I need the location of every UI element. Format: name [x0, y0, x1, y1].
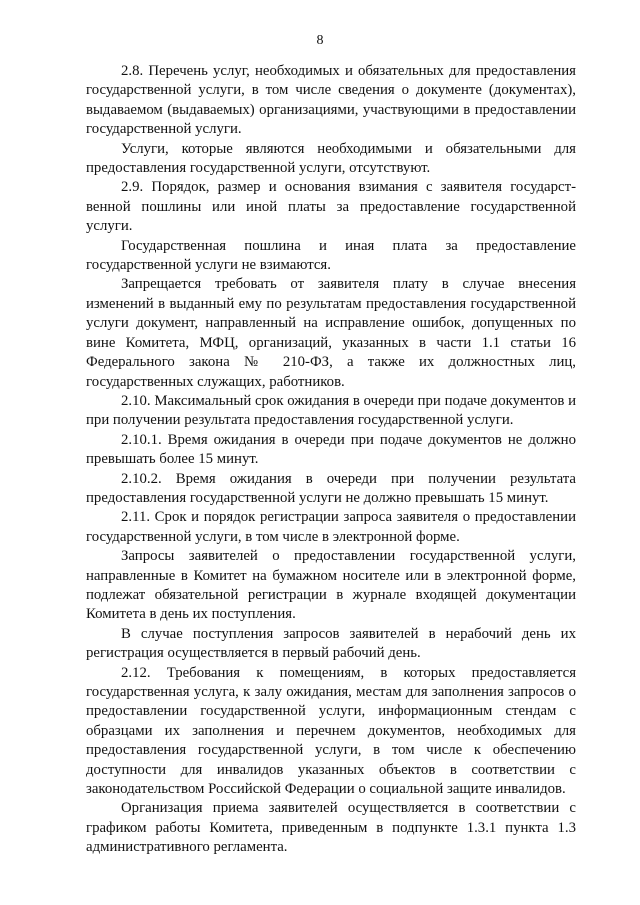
paragraph-request-registration: Запросы заявителей о предоставлении государственной услуги, направленные в Комитет на бумажном носителе или в электронной форме, подлежат обязательной регистрации в журнале входящей документации Комитета в день их поступления.	[86, 548, 576, 623]
paragraph-2-9: 2.9. Порядок, размер и основания взимания с заявителя государственной пошлины или иной платы за предоставление государственной услуги.	[86, 179, 576, 235]
paragraph-nonworking-day: В случае поступления запросов заявителей в нерабочий день их регистрация осуществляется в первый рабочий день.	[86, 625, 576, 662]
paragraph-2-12: 2.12. Требования к помещениям, в которых предоставляется государственная услуга, к залу ожидания, местам для заполнения запросов о предоставлении государственной услуги, информационным стендам с образцами их заполнения и перечнем документов, необходимых для предоставления государственной услуги, в том числе к обеспечению доступности для инвалидов указанных объектов в соответствии с законодательством Российской Федерации о социальной защите инвалидов.	[86, 664, 576, 798]
paragraph-2-10-2: 2.10.2. Время ожидания в очереди при получении результата предоставления государственной услуги не должно превышать 15 минут.	[86, 470, 576, 506]
paragraph-reception-schedule: Организация приема заявителей осуществляется в соответствии с графиком работы Комитета, приведенным в подпункте 1.3.1 пункта 1.3 административного регламента.	[86, 800, 576, 856]
page-number: 8	[316, 33, 324, 48]
paragraph-2-8: 2.8. Перечень услуг, необходимых и обязательных для предоставления государственной услуги, в том числе сведения о документе (документах), выдаваемом (выдаваемых) организациями, участвующими в предоставлении государственной услуги.	[86, 63, 576, 138]
paragraph-required-services: Услуги, которые являются необходимыми и обязательными для предоставления государственной услуги, отсутствуют.	[86, 140, 576, 177]
paragraph-2-11: 2.11. Срок и порядок регистрации запроса заявителя о предоставлении государственной услуги, в том числе в электронной форме.	[86, 509, 576, 545]
paragraph-2-10: 2.10. Максимальный срок ожидания в очереди при подаче документов и при получении результата предоставления государственной услуги.	[86, 392, 576, 429]
paragraph-2-10-1: 2.10.1. Время ожидания в очереди при подаче документов не должно превышать более 15 минут.	[86, 431, 576, 468]
paragraph-fee-prohibition: Запрещается требовать от заявителя плату в случае внесения изменений в выданный ему по результатам предоставления государственной услуги документ, направленный на исправление ошибок, допущенных по вине Комитета, МФЦ, организаций, указанных в части 1.1 статьи 16 Федерального закона № 210-ФЗ, а также их должностных лиц, государственных служащих, работников.	[86, 276, 576, 390]
paragraph-fee-not-charged: Государственная пошлина и иная плата за предоставление государственной услуги не взимаются.	[86, 237, 576, 274]
document-body	[86, 62, 576, 858]
